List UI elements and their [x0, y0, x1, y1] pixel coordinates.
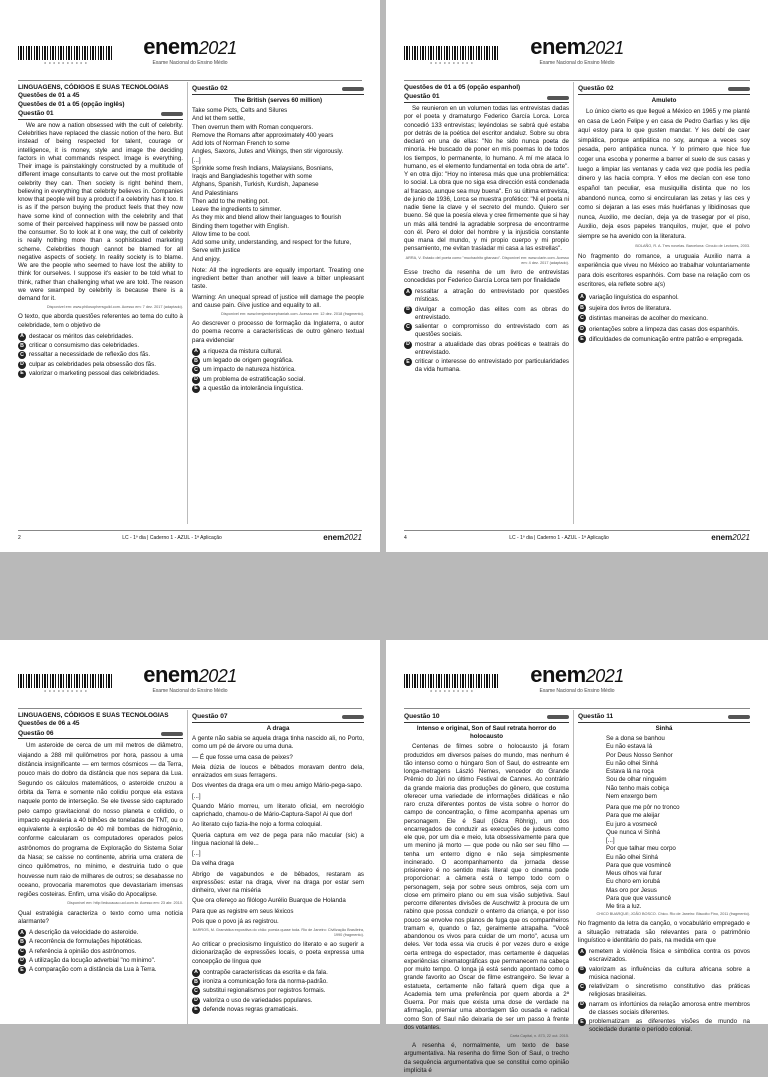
answer-option-b[interactable]: B A recorrência de formulações hipotéticas. [18, 938, 183, 946]
question-header: Questão 02 [192, 85, 364, 95]
language-tag [342, 87, 364, 91]
answer-option-a[interactable]: A remetem à violência física e simbólica contra os povos escravizados. [578, 948, 750, 965]
barcode-number: 0 0 0 0 0 0 0 0 0 0 [44, 689, 88, 693]
poem-title: The British (serves 60 million) [233, 96, 323, 104]
passage-paragraph: Queria captura em vez de pega para não macular (sic) a língua nacional lá dele... [192, 831, 364, 847]
answer-option-a[interactable]: A A descrição da velocidade do asteroide. [18, 929, 183, 937]
passage-source: BARROS, M. Gramática expositiva do chão: poesia quase toda. Rio de Janeiro: Civilização Brasileira, 1990 (fragmento). [192, 928, 364, 938]
page-footer [18, 530, 362, 542]
answer-option-c[interactable]: C A referência à opinião dos astrônomos. [18, 948, 183, 956]
answer-option-d[interactable]: D A utilização da locução adverbial "no mínimo". [18, 957, 183, 965]
answer-option-c[interactable]: C substitui regionalismos por registros formais. [192, 987, 364, 995]
question-01-spanish [404, 84, 569, 376]
poem-warning: Warning: An unequal spread of justice will damage the people and cause pain. Give justice and equality to all. [192, 293, 364, 309]
answer-option-e[interactable]: E valorizar o marketing pessoal das celebridades. [18, 370, 183, 378]
header-rule [18, 80, 362, 81]
answer-option-a[interactable]: A variação linguística do espanhol. [578, 293, 750, 303]
passage-source: Carta Capital, n. 873, 22 out. 2015. [509, 1034, 569, 1039]
question-header: Questão 01 [404, 93, 569, 103]
question-01-english [18, 84, 183, 379]
language-tag [161, 112, 183, 116]
answer-options [18, 333, 183, 378]
answer-option-d[interactable]: D um problema de estratificação social. [192, 376, 364, 384]
question-range: Questões de 01 a 45 [18, 92, 80, 100]
exam-page-06-07 [0, 640, 380, 1024]
answer-option-e[interactable]: E dificuldades de comunicação entre patrão e empregada. [578, 335, 750, 345]
answer-option-d[interactable]: D culpar as celebridades pela obsessão dos fãs. [18, 361, 183, 369]
passage-title: Amuleto [651, 96, 677, 104]
section-title: LINGUAGENS, CÓDIGOS E SUAS TECNOLOGIAS [18, 84, 169, 91]
question-stem: O texto, que aborda questões referentes ao tema do culto à celebridade, tem o objetivo de [18, 313, 183, 329]
answer-options [578, 293, 750, 345]
language-tag [161, 732, 183, 736]
passage-paragraph: Para que as registre em seus léxicos [192, 907, 294, 915]
passage-paragraph: Que ora ofereço ao filólogo Aurélio Buarque de Holanda [192, 897, 346, 905]
passage-paragraph: — É que fosse uma casa de peixes? [192, 753, 293, 761]
passage-source: ARRA, V. Estado del poeta como "muchachito gitanazo". Disponível em: www.clarin.com. Acesso em: 4 dez. 2017 (adaptado). [405, 255, 569, 265]
passage-source: CHICO BUARQUE; JOÃO BOSCO. Chico. Rio de Janeiro: Biscoito Fino, 2011 (fragmento). [596, 912, 750, 917]
language-tag [728, 715, 750, 719]
passage-source: Disponível em: www.benjaminzephaniah.com. Acesso em: 12 dez. 2018 (fragmento). [221, 312, 364, 317]
column-divider [187, 710, 188, 1024]
header-rule [18, 708, 362, 709]
question-02-english [192, 84, 364, 394]
answer-option-d[interactable]: D orientações sobre a limpeza das casas dos espanhóis. [578, 325, 750, 335]
barcode-number: 0 0 0 0 0 0 0 0 0 0 [430, 61, 474, 65]
language-tag [547, 96, 569, 100]
passage-paragraph: A gente não sabia se aquela draga tinha nascido ali, no Porto, como um pé de árvore ou uma duna. [192, 735, 364, 751]
passage-source: Disponível em: www.philosophersguild.com. Acesso em: 7 dez. 2017 (adaptado). [46, 305, 183, 310]
question-07 [192, 712, 364, 1015]
answer-options [578, 948, 750, 1035]
section-title: LINGUAGENS, CÓDIGOS E SUAS TECNOLOGIAS [18, 712, 169, 719]
question-stem: No fragmento da letra da canção, o vocabulário empregado e a situação retratada são relevantes para o patrimônio linguístico e identitário do país, na medida em que [578, 920, 750, 944]
page-number: 2 [18, 534, 21, 541]
passage-source: Disponível em: http://educacao.uol.com.br. Acesso em: 23 abr. 2010. [67, 901, 183, 906]
exam-page-4 [386, 0, 768, 552]
column-divider [573, 710, 574, 1024]
question-range: Questões de 06 a 45 [18, 720, 80, 728]
barcode-number: 0 0 0 0 0 0 0 0 0 0 [430, 689, 474, 693]
answer-option-e[interactable]: E a questão da intolerância linguística. [192, 385, 364, 393]
question-header: Questão 01 [18, 110, 183, 120]
question-stem: Ao descrever o processo de formação da Inglaterra, o autor do poema recorre a características de outro gênero textual para evidenciar [192, 320, 364, 344]
passage-text: Um asteroide de cerca de um mil metros de diâmetro, viajando a 288 mil quilômetros por hora, passou a uma distância insignificante — em termos cósmicos — da Terra, pouco mais do dobro da distância que nos separa da Lua. Segundo os cálculos matemáticos, o asteroide cruzou a órbita da Terra e somente não colidiu porque ela estava naquele ponto de interseção. Se ele tivesse sido capturado pelo campo gravitacional do nosso planeta e colidido, o impacto equivaleria a 40 bilhões de toneladas de TNT, ou o equivalente à explosão de 40 mil bombas de hidrogênio, conforme calcularam os computadores operados pelos astrônomos do programa de Exploração do Sistema Solar da Nasa; se caísse no continente, abriria uma cratera de cinco quilômetros, no mínimo, e destruiria tudo o que houvesse num raio de milhares de outros; se desabasse no oceano, provocaria maremotos que devastariam imensas regiões costeiras. Enfim, uma visão do Apocalipse. [18, 742, 183, 899]
language-tag [547, 715, 569, 719]
answer-option-c[interactable]: C ressaltar a necessidade de reflexão dos fãs. [18, 351, 183, 359]
poem-note: Note: All the ingredients are equally important. Treating one ingredient better than another will leave a bitter unpleasant taste. [192, 266, 364, 291]
caderno-label: LC - 1º dia | Caderno 1 - AZUL - 1ª Aplicação [122, 534, 222, 541]
question-stem: Qual estratégia caracteriza o texto como uma notícia alarmante? [18, 909, 183, 925]
answer-option-b[interactable]: B criticar o consumismo das celebridades. [18, 342, 183, 350]
question-header: Questão 11 [578, 713, 750, 723]
question-11 [578, 712, 750, 1036]
answer-option-c[interactable]: C relativizam o sincretismo constitutivo das práticas religiosas brasileiras. [578, 983, 750, 1000]
answer-option-b[interactable]: B um legado de origem geográfica. [192, 357, 364, 365]
passage-title: Intenso e original, Son of Saul retrata horror do holocausto [416, 724, 557, 741]
question-stem: Esse trecho da resenha de um livro de entrevistas concedidas por Federico García Lorca tem por finalidade [404, 268, 569, 284]
question-stem: No fragmento do romance, a uruguaia Auxilio narra a experiência que viveu no México ao trabalhar voluntariamente para dois escritores espanhóis. Com base na relação com os escritores, ela reflete sobre a(s) [578, 252, 750, 289]
answer-option-e[interactable]: E defende novas regras gramaticais. [192, 1006, 364, 1014]
passage-text: Lo único cierto es que llegué a México en 1965 y me planté en casa de León Felipe y en casa de Pedro Garfias y les dije aquí estoy para lo que gusten mandar. Y les debí de caer simpática, porque antipática no soy, aunque a veces soy pesada, pero antipática nunca. Y lo primero que hice fue coger una escoba y ponerme a barrer el suelo de sus casas y luego a limpiar las ventanas y cada vez que podía les pedía dinero y las hacía compra. Y ellos me decían con ese tono español tan peculiar, esa musiquilla distinta que no los abandonó nunca, como si encircularan las zetas y las ces y como si dejaran a las eses más huérfanas y libidinosas que nunca, Auxilio, me decían, deja ya de trasegar por el piso, Auxilio, deja esos papeles tranquilos, mujer, que el polvo siempre se ha avenido con la literatura. [578, 108, 750, 240]
passage-text: Se reunieron en un volumen todas las entrevistas dadas por el poeta y dramaturgo Federico García Lorca. Lorca concedió 133 entrevistas; leyéndolas se sabrá qué estaba por detrás de la poética del escritor andaluz. Sobre su obra declaró en una de ellas: "No he sido nunca poeta de minoría. He buscado de poner en mis poemas lo de todos los tiempos, lo permanente, lo humano. A mí me ataca lo humano, es el elemento fundamental en toda obra de arte". Y en otra dijo: "Hoy no interesa más que una problemática: lo social. La obra que no siga esa dirección está condenada al fracaso, aunque sea muy buena". En su última entrevista, de junio de 1936, Lorca se muestra profético: "Ni el poeta ni nadie tiene la clave y el secreto del mundo. Quiero ser bueno. Sé que la poesía eleva y cree firmemente que si hay un más allá tendré la agradable sorpresa de encontrarme con él. Pero el dolor del hombre y la injusticia constante que mana del mundo, y mi propio cuerpo y mi propio pensamiento, me evitan trasladar mi casa a las estrellas". [404, 105, 569, 253]
column-divider [573, 82, 574, 524]
answer-option-e[interactable]: E A comparação com a distância da Lua à Terra. [18, 966, 183, 974]
answer-option-a[interactable]: A destacar os méritos das celebridades. [18, 333, 183, 341]
answer-option-b[interactable]: B divulgar a comoção das elites com as obras do entrevistado. [404, 306, 569, 323]
passage-paragraph: Da velha draga [192, 860, 234, 868]
language-tag [342, 715, 364, 719]
answer-option-c[interactable]: C distintas maneiras de acolher do mexicano. [578, 314, 750, 324]
answer-option-c[interactable]: C um impacto de natureza histórica. [192, 366, 364, 374]
passage-paragraph: Meia dúzia de loucos e bêbados moravam dentro dela, enraizados em suas ferragens. [192, 763, 364, 780]
question-10 [404, 712, 569, 1077]
enem-logo: enem2021 Exame Nacional do Ensino Médio [530, 34, 624, 66]
answer-options [192, 348, 364, 393]
question-header: Questão 06 [18, 730, 183, 740]
poem-body: Take some Picts, Celts and Silures And let them settle, Then overrun them with Roman conquerors. Remove the Romans after approximately 400 years Add lots of Norman French to some Angles, Saxons, Jutes and Vikings, then stir vigorously. [...] Sprinkle some fresh Indians, Malaysians, Bosnians, Iraqis and Bangladeshis together with some Afghans, Spanish, Turkish, Kurdish, Japanese And Palestinians Then add to the melting pot. Leave the ingredients to simmer. As they mix and blend allow their languages to flourish Binding them together with English. Allow time to be cool. Add some unity, understanding, and respect for the future, Serve with justice And enjoy. [192, 107, 352, 263]
passage-paragraph: Dos viventes da draga era um o meu amigo Mário-pega-sapo. [192, 782, 363, 790]
poem-title: Sinhá [655, 724, 673, 732]
answer-option-d[interactable]: D narram os infortúnios da relação amorosa entre membros de classes sociais diferentes. [578, 1001, 750, 1018]
answer-option-b[interactable]: B valorizam as influências da cultura africana sobre a música nacional. [578, 966, 750, 983]
question-06 [18, 712, 183, 975]
passage-paragraph: [...] [192, 850, 201, 858]
answer-options [18, 929, 183, 974]
passage-paragraph: Ao literato cujo fazia-lhe nojo a forma coloquial. [192, 821, 323, 829]
exam-page-10-11 [386, 640, 768, 1074]
language-tag [728, 87, 750, 91]
answer-option-b[interactable]: B sujeira dos livros de literatura. [578, 304, 750, 314]
passage-title: A draga [266, 724, 290, 732]
passage-paragraph: Abrigo de vagabundos e de bêbados, restaram as expressões: estar na draga, viver na draga por estar sem dinheiro, viver na miséria [192, 870, 364, 895]
answer-option-d[interactable]: D mostrar a atualidade das obras poéticas e teatrais do entrevistado. [404, 341, 569, 358]
exam-page-2 [0, 0, 380, 552]
answer-option-e[interactable]: E problematizam as diferentes visões de mundo na sociedade durante o período colonial. [578, 1018, 750, 1035]
enem-logo: enem2021 Exame Nacional do Ensino Médio [143, 34, 237, 66]
answer-options [192, 969, 364, 1014]
footer-logo: enem2021 [711, 533, 750, 542]
question-header: Questão 07 [192, 713, 364, 723]
page-footer [404, 530, 750, 542]
answer-option-c[interactable]: C salientar o compromisso do entrevistado com as questões sociais. [404, 323, 569, 340]
passage-source: BOLAÑO, R. A. Tres novelas. Barcelona: Círculo de Lectores, 2003. [635, 243, 750, 248]
footer-logo: enem2021 [323, 533, 362, 542]
question-subrange: Questões de 01 a 05 (opção inglês) [18, 100, 125, 108]
enem-logo: enem2021 Exame Nacional do Ensino Médio [143, 662, 237, 694]
answer-options [404, 288, 569, 375]
answer-option-b[interactable]: B ironiza a comunicação fora da norma-padrão. [192, 978, 364, 986]
question-02-spanish [578, 84, 750, 346]
enem-logo: enem2021 Exame Nacional do Ensino Médio [530, 662, 624, 694]
column-divider [187, 82, 188, 524]
page-number: 4 [404, 534, 407, 541]
header-rule [404, 708, 750, 709]
barcode-number: 0 0 0 0 0 0 0 0 0 0 [44, 61, 88, 65]
header-rule [404, 80, 750, 81]
passage-text: We are now a nation obsessed with the cult of celebrity. Celebrities have replaced the classic notion of the hero. But instead of being respected for talent, courage or intelligence, it is money, style and image the deciding factors in what commands respect. Image is everything. Their image is painstakingly constructed by a multitude of different image consultants to carve out the most profitable celebrity they can. Then society is right behind them, believing in everything that celebrity believes in. Companies know that people will buy a product if a celebrity has it too. It is as if the person buying the product feels that they now have some kind of connection with the celebrity and that some of their perceived happiness will now be passed onto the consumer. So to look at it one way, the cult of celebrity is really nothing more than a sophisticated marketing scheme. Celebrities though cannot be blamed for all negative aspects of society. In reality society is to blame. We are the people who seemed to have lost the ability to think for ourselves. I suppose it's easier to be told what to think, rather than challenging what we are told. The reason we were swamped by celebrity is because there is a demand for it. [18, 121, 183, 302]
passage-text: Centenas de filmes sobre o holocausto já foram produzidos em diversos países do mundo, mas nenhum é tão intenso como o húngaro Son of Saul, do estreante em longa-metragens László Nemes, vencedor do Grande Prêmio do Júri no último Festival de Cannes. Ao contrário da grande maioria das produções do gênero, que costuma oferecer uma variedade de informações didáticas e não raro cruza diferentes pontos de vista sobre o horror do campo de concentração, o filme acompanha apenas um personagem. Ele é Saul (Géza Röhrig), um dos encarregados de conduzir as execuções de judeus como ele que, por um dia e meio, luta obsessivamente para que um menino já morto — que pode ou não ser seu filho — tenha um enterro digno e não seja simplesmente incinerado. O acompanhamento da jornada desse prisioneiro é no sentido mais literal que o cinema pode proporcionar: a câmera está o tempo todo com o personagem, seja por sobre seus ombros, seja com um close em primeiro plano ou em sua visão subjetiva. Saul percorre diferentes divisões de Auschwitz à procura de um rabino que possa conduzir o enterro da criança, e por isso pouco se envolve nos planos de fuga que os companheiros tramam e, quando o faz, geralmente atrapalha. "Você abandonou os vivos para cuidar de um morto", acusa um deles. Ver toda essa via crucis é por vezes duro e exige certa entrega do espectador, mas certamente é daquelas experiências cinematográficas que permanecem na cabeça por muito tempo. O longa já está sendo apontado como o grande favorito ao Oscar de filme estrangeiro. Se levar a estatueta, certamente não faltará quem diga que a Academia tem uma preferência por quem aborda a 2ª Guerra. Por mais que exista uma dose de verdade na afirmação, premiar uma abordagem tão ousada e radical como Son of Saul não deixaria de ser um passo à frente dos votantes. [404, 743, 569, 1031]
answer-option-a[interactable]: A contrapõe características da escrita e da fala. [192, 969, 364, 977]
passage-paragraph: [...] [192, 792, 201, 800]
question-header: Questão 02 [578, 85, 750, 95]
question-header: Questão 10 [404, 713, 569, 723]
question-stem: A resenha é, normalmente, um texto de base argumentativa. Na resenha do filme Son of Saul, o trecho da sequência argumentativa que se constitui como opinião implícita é [404, 1042, 569, 1074]
passage-paragraph: Pois que o povo já as registrou. [192, 917, 279, 925]
passage-paragraph: Quando Mário morreu, um literato oficial, em necrológio caprichado, chamou-o de Mário-Captura-Sapo! Ai que dor! [192, 802, 364, 819]
answer-option-e[interactable]: E criticar o interesse do entrevistado por particularidades da vida humana. [404, 358, 569, 375]
answer-option-a[interactable]: A ressaltar a atração do entrevistado por questões místicas. [404, 288, 569, 305]
answer-option-a[interactable]: A a riqueza da mistura cultural. [192, 348, 364, 356]
answer-option-d[interactable]: D valoriza o uso de variedades populares. [192, 997, 364, 1005]
question-stem: Ao criticar o preciosismo linguístico do literato e ao sugerir a dicionarização de expressões locais, o poeta expressa uma concepção de língua que [192, 941, 364, 965]
caderno-label: LC - 1º dia | Caderno 1 - AZUL - 1ª Aplicação [509, 534, 609, 541]
poem-body: Se a dona se banhou Eu não estava lá Por Deus Nosso Senhor Eu não olhei Sinhá Estava lá na roça Sou de olhar ninguém Não tenho mais cobiça Nem enxergo bem Para que me pôr no tronco Para que me aleijar Eu juro a vosmecê Que nunca vi Sinhá [...] Por que talhar meu corpo Eu não olhei Sinhá Para que que vosmincê Meus olhos vai furar Eu choro em iorubá Mas oro por Jesus Para que que vassuncê Me tira a luz. [606, 735, 680, 911]
question-subrange: Questões de 01 a 05 (opção espanhol) [404, 84, 521, 91]
